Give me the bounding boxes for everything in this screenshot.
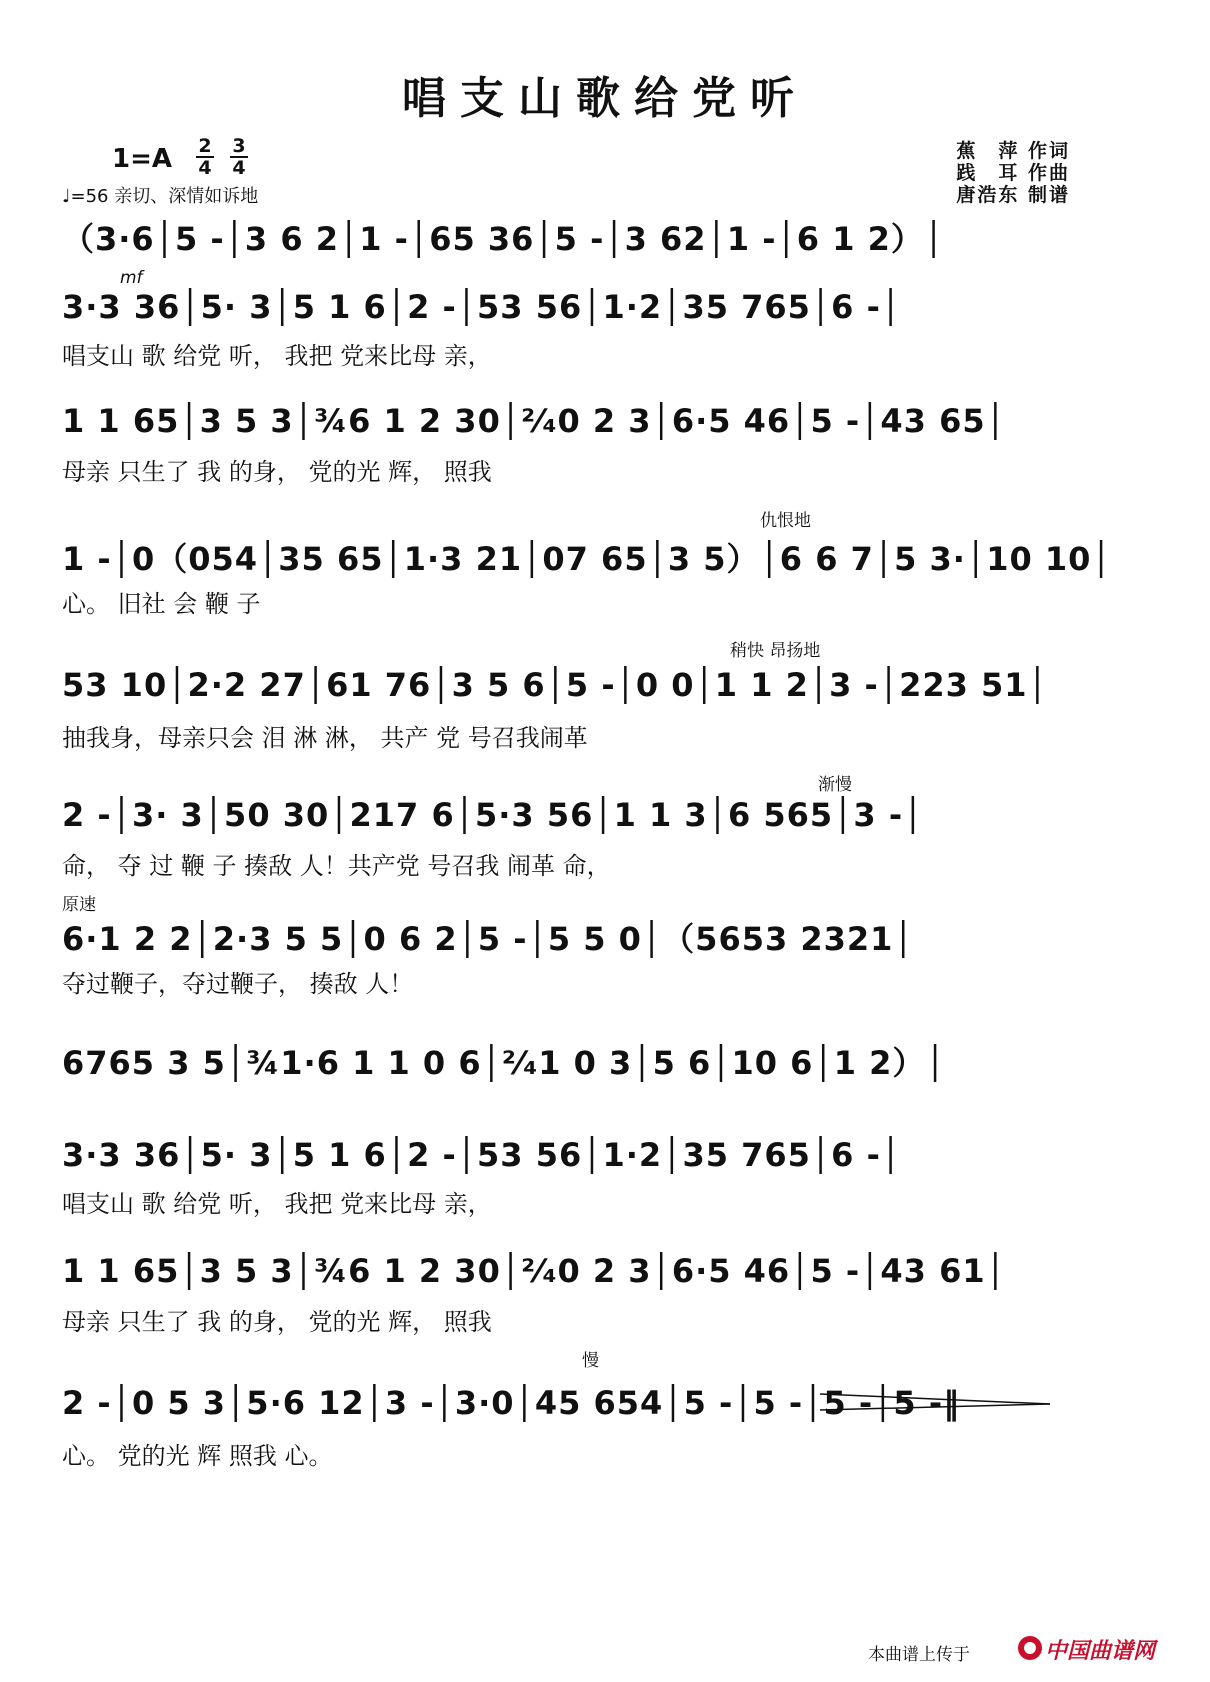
lyric-line-4: 心。 旧社 会 鞭 子 <box>62 590 261 618</box>
expression-hate: 仇恨地 <box>760 511 811 531</box>
expression-faster: 稍快 昂扬地 <box>730 641 821 661</box>
time-sig-numerator: 3 <box>232 135 246 157</box>
lyric-line-2: 唱支山 歌 给党 听， 我把 党来比母 亲， <box>62 342 492 370</box>
notation-line-5: 53 10│2·2 27│61 76│3 5 6│5 -│0 0│1 1 2│3 -│223 51│ <box>62 666 1048 704</box>
notation-line-11: 2 -│0 5 3│5·6 12│3 -│3·0│45 654│5 -│5 -│5 -│5 -‖ <box>62 1384 961 1422</box>
site-brand[interactable]: 中国曲谱网 <box>1045 1639 1156 1664</box>
lyric-line-3: 母亲 只生了 我 的身， 党的光 辉， 照我 <box>62 458 492 486</box>
time-signature-3-4 <box>230 136 248 178</box>
notation-line-7: 6·1 2 2│2·3 5 5│0 6 2│5 -│5 5 0│（5653 2321│ <box>62 920 914 958</box>
notation-line-10: 1 1 65│3 5 3│¾6 1 2 30│²⁄₄0 2 3│6·5 46│5 -│43 61│ <box>62 1252 1006 1290</box>
notation-line-6: 2 -│3· 3│50 30│217 6│5·3 56│1 1 3│6 565│3 -│ <box>62 796 924 834</box>
notation-line-2: 3·3 36│5· 3│5 1 6│2 -│53 56│1·2│35 765│6 -│ <box>62 288 902 326</box>
dynamic-mf: mf <box>120 268 143 288</box>
composer-credit: 践 耳 作曲 <box>956 162 1070 184</box>
expression-slowing: 渐慢 <box>818 775 852 795</box>
expression-original-tempo: 原速 <box>62 895 96 915</box>
expression-slow: 慢 <box>582 1351 599 1371</box>
site-logo-icon <box>1018 1636 1042 1660</box>
lyric-line-10: 母亲 只生了 我 的身， 党的光 辉， 照我 <box>62 1308 492 1336</box>
arranger-credit: 唐浩东 制谱 <box>956 184 1070 206</box>
tempo-marking: ♩=56 亲切、深情如诉地 <box>62 186 259 207</box>
notation-line-4: 1 -│0（054│35 65│1·3 21│07 65│3 5）│6 6 7│5 3·│10 10│ <box>62 540 1112 578</box>
notation-line-1: （3·6│5 -│3 6 2│1 -│65 36│5 -│3 62│1 -│6 1 2）│ <box>62 220 945 258</box>
upload-notice: 本曲谱上传于 <box>868 1645 970 1665</box>
lyric-line-9: 唱支山 歌 给党 听， 我把 党来比母 亲， <box>62 1190 492 1218</box>
lyric-line-6: 命， 夺 过 鞭 子 揍敌 人！共产党 号召我 闹革 命， <box>62 852 611 880</box>
lyric-line-11: 心。 党的光 辉 照我 心。 <box>62 1442 333 1470</box>
time-sig-denominator: 4 <box>230 156 248 178</box>
song-title: 唱支山歌给党听 <box>402 73 808 124</box>
key-signature: 1=A <box>112 144 172 174</box>
time-signature-2-4 <box>196 136 214 178</box>
lyricist-credit: 蕉 萍 作词 <box>956 140 1070 162</box>
notation-line-8: 6765 3 5│¾1·6 1 1 0 6│²⁄₄1 0 3│5 6│10 6│1 2）│ <box>62 1044 946 1082</box>
notation-line-9: 3·3 36│5· 3│5 1 6│2 -│53 56│1·2│35 765│6 -│ <box>62 1136 902 1174</box>
lyric-line-7: 夺过鞭子，夺过鞭子， 揍敌 人！ <box>62 970 414 998</box>
notation-line-3: 1 1 65│3 5 3│¾6 1 2 30│²⁄₄0 2 3│6·5 46│5 -│43 65│ <box>62 402 1006 440</box>
time-sig-denominator: 4 <box>196 156 214 178</box>
time-sig-numerator: 2 <box>198 135 212 157</box>
lyric-line-5: 抽我身，母亲只会 泪 淋 淋， 共产 党 号召我闹革 <box>62 724 588 752</box>
